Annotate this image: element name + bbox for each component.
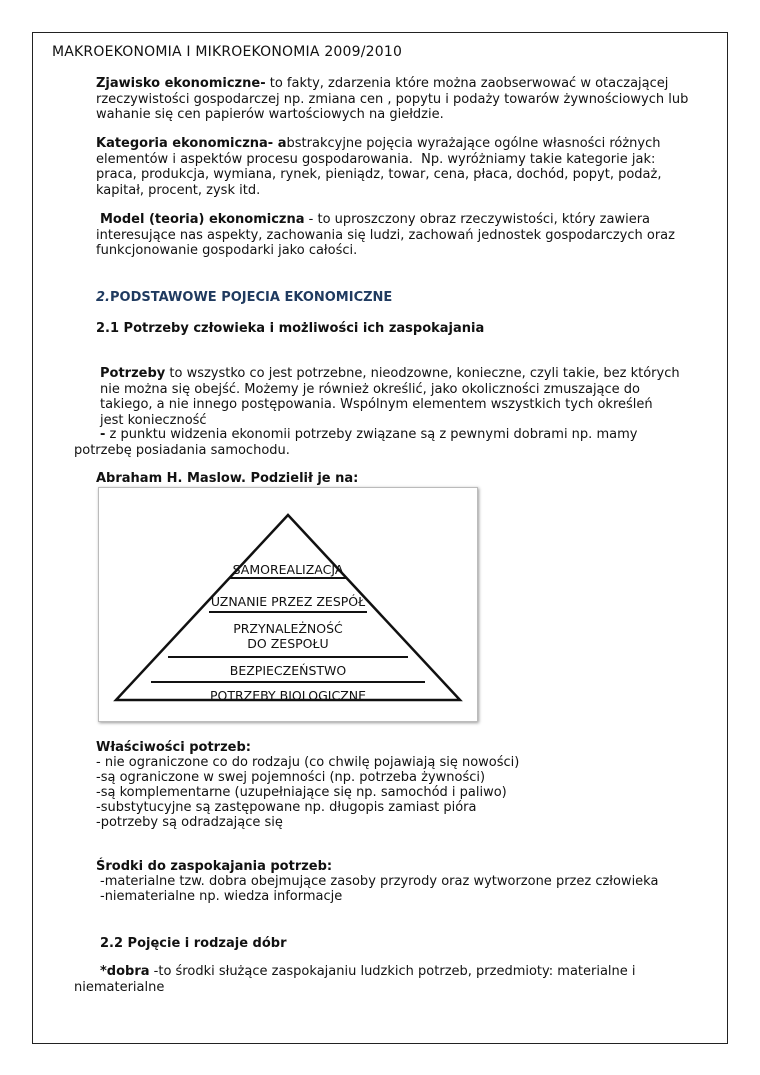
- definition-goods: -to środki służące zaspokajaniu ludzkich potrzeb, przedmioty: materialne i niematerialne: [74, 964, 640, 995]
- property-item: -są ograniczone w swej pojemności (np. potrzeba żywności): [96, 770, 486, 785]
- paragraph-needs-goods: [74, 427, 694, 458]
- property-item: -substytucyjne są zastępowane np. długopis zamiast pióra: [96, 800, 477, 815]
- definition-economic-category: bstrakcyjne pojęcia wyrażające ogólne własności różnych elementów i aspektów procesu gospodarowania. Np. wyróżniamy takie kategorie jak: praca, produkcja, wymiana, rynek, pieniądz, towar, cena, płaca, dochód, popyt, podaż, kapitał, procent, zysk itd.: [96, 136, 666, 198]
- paragraph-economic-model: [96, 212, 696, 259]
- term-economic-phenomenon: Zjawisko ekonomiczne-: [96, 76, 266, 91]
- pyramid-level-safety: BEZPIECZEŃSTWO: [229, 663, 347, 678]
- section-number: 2.: [96, 290, 110, 305]
- means-heading: Środki do zaspokajania potrzeb:: [96, 859, 333, 874]
- pyramid-level-esteem: UZNANIE PRZEZ ZESPÓŁ: [210, 594, 366, 609]
- subsection-heading-needs: 2.1 Potrzeby człowieka i możliwości ich zaspokajania: [96, 321, 485, 336]
- section-heading-basic-concepts: [96, 290, 392, 305]
- properties-heading: Właściwości potrzeb:: [96, 740, 251, 755]
- pyramid-level-belonging-2: DO ZESPOŁU: [247, 636, 329, 651]
- dash-lead: -: [100, 427, 106, 442]
- paragraph-economic-category: [96, 136, 696, 198]
- needs-goods-text: z punktu widzenia ekonomii potrzeby związane są z pewnymi dobrami np. mamy potrzebę posiadania samochodu.: [74, 427, 642, 458]
- term-economic-model: Model (teoria) ekonomiczna: [100, 212, 305, 227]
- means-item: -niematerialne np. wiedza informacje: [100, 889, 343, 904]
- maslow-heading: Abraham H. Maslow. Podzielił je na:: [96, 471, 359, 486]
- pyramid-level-self-actualization: SAMOREALIZACJA: [232, 562, 344, 577]
- property-item: -są komplementarne (uzupełniające się np. samochód i paliwo): [96, 785, 507, 800]
- pyramid-level-belonging-1: PRZYNALEŻNOŚĆ: [233, 621, 343, 636]
- paragraph-goods: [74, 964, 684, 995]
- pyramid-level-physiological: POTRZEBY BIOLOGICZNE: [209, 688, 367, 703]
- definition-needs: to wszystko co jest potrzebne, nieodzowne, konieczne, czyli takie, bez których nie można się obejść. Możemy je również określić, jako okoliczności zmuszające do takiego, a nie innego postępowania. Wspólnym elementem wszystkich tych określeń jest konieczność: [100, 366, 684, 428]
- term-goods: *dobra: [100, 964, 150, 979]
- page-header: MAKROEKONOMIA I MIKROEKONOMIA 2009/2010: [52, 44, 403, 60]
- subsection-heading-goods: 2.2 Pojęcie i rodzaje dóbr: [100, 936, 287, 951]
- section-title: PODSTAWOWE POJECIA EKONOMICZNE: [109, 290, 393, 305]
- property-item: - nie ograniczone co do rodzaju (co chwilę pojawiają się nowości): [96, 755, 520, 770]
- definition-economic-model: - to uproszczony obraz rzeczywistości, który zawiera interesujące nas aspekty, zachowania się ludzi, zachowań jednostek gospodarczych oraz funkcjonowanie gospodarki jako całości.: [96, 212, 680, 258]
- paragraph-needs: [100, 366, 684, 428]
- term-economic-category: Kategoria ekonomiczna- a: [96, 136, 287, 151]
- property-item: -potrzeby są odradzające się: [96, 815, 283, 830]
- definition-economic-phenomenon: to fakty, zdarzenia które można zaobserwować w otaczającej rzeczywistości gospodarczej np. zmiana cen , popytu i podaży towarów żywnościowych lub wahanie się cen papierów wartościowych na giełdzie.: [96, 76, 693, 122]
- maslow-pyramid-figure: [98, 487, 478, 722]
- term-needs: Potrzeby: [100, 366, 166, 381]
- means-item: -materialne tzw. dobra obejmujące zasoby przyrody oraz wytworzone przez człowieka: [100, 874, 659, 889]
- pyramid-svg: [99, 488, 477, 721]
- paragraph-economic-phenomenon: [96, 76, 696, 123]
